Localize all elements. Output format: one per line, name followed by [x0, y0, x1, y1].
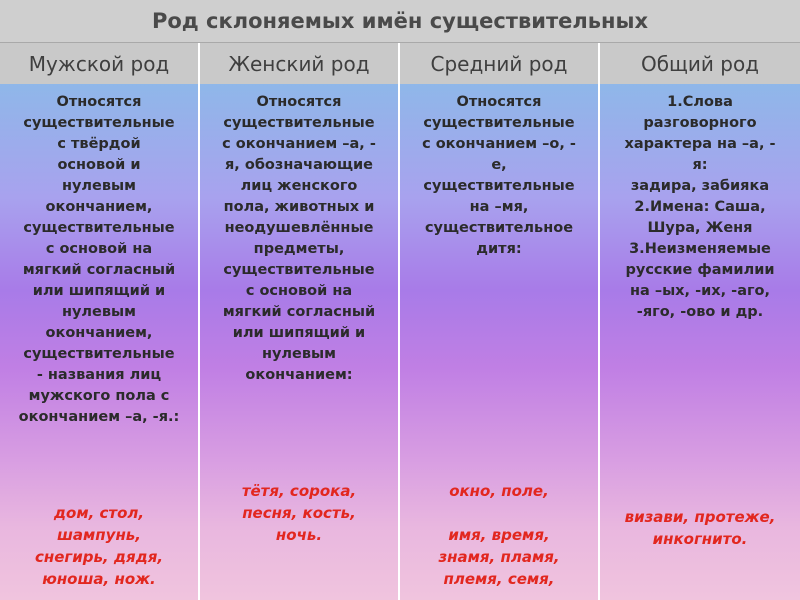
neuter-description-line: с окончанием –о, - [422, 136, 576, 152]
column-feminine [200, 84, 400, 600]
feminine-description-line: я, обозначающие [224, 157, 373, 173]
feminine-description-line: мягкий согласный [222, 304, 376, 320]
masculine-description-line: мужского пола с [28, 388, 170, 404]
feminine-examples-line: ночь. [275, 526, 323, 544]
neuter-examples-line: имя, время, [448, 526, 550, 544]
feminine-description-line: существительные [223, 115, 375, 131]
masculine-description-line: или шипящий и [32, 283, 166, 299]
feminine-description [200, 92, 398, 386]
common-description-line: задира, забияка [630, 178, 770, 194]
neuter-examples-line: знамя, пламя, [438, 548, 560, 566]
feminine-description-line: лиц женского [240, 178, 358, 194]
common-examples-line: визави, протеже, [624, 508, 776, 526]
feminine-examples-line: песня, кость, [242, 504, 356, 522]
masculine-description-line: Относятся [56, 94, 142, 110]
feminine-examples [200, 480, 398, 546]
masculine-description-line: окончанием, [45, 325, 153, 341]
masculine-description-line: существительные [23, 346, 175, 362]
masculine-examples-line: шампунь, [56, 526, 141, 544]
common-description [600, 92, 800, 323]
common-description-line: Шура, Женя [647, 220, 753, 236]
feminine-description-line: с основой на [245, 283, 353, 299]
column-masculine [0, 84, 200, 600]
masculine-examples-line: юноша, нож. [42, 570, 156, 588]
masculine-description-line: нулевым [61, 304, 137, 320]
table-header-row [0, 43, 800, 84]
feminine-description-line: или шипящий и [232, 325, 366, 341]
common-description-line: 3.Неизменяемые [629, 241, 771, 257]
common-description-line: русские фамилии [625, 262, 775, 278]
neuter-description-line: дитя: [476, 241, 522, 257]
neuter-description-line: существительные [423, 178, 575, 194]
feminine-description-line: с окончанием –а, - [222, 136, 376, 152]
feminine-description-line: предметы, [253, 241, 345, 257]
common-description-line: характера на –а, - [624, 136, 776, 152]
masculine-examples-line: дом, стол, [53, 504, 145, 522]
table-body-row [0, 84, 800, 600]
neuter-examples-line: окно, поле, [449, 482, 549, 500]
neuter-examples [400, 480, 598, 590]
feminine-examples-line: тётя, сорока, [241, 482, 357, 500]
masculine-description-line: с твёрдой [57, 136, 141, 152]
feminine-description-line: неодушевлённые [224, 220, 374, 236]
masculine-description-line: окончанием, [45, 199, 153, 215]
masculine-description-line: с основой на [45, 241, 153, 257]
masculine-description-line: - названия лиц [36, 367, 162, 383]
common-description-line: 2.Имена: Саша, [634, 199, 766, 215]
masculine-examples [0, 502, 198, 590]
neuter-examples-line: племя, семя, [443, 570, 555, 588]
masculine-description-line: нулевым [61, 178, 137, 194]
column-neuter [400, 84, 600, 600]
common-description-line: я: [692, 157, 708, 173]
common-examples [600, 506, 800, 550]
masculine-description-line: окончанием –а, -я.: [18, 409, 180, 425]
common-description-line: 1.Слова [667, 94, 733, 110]
masculine-description-line: существительные [23, 115, 175, 131]
feminine-description-line: окончанием: [245, 367, 353, 383]
masculine-description-line: мягкий согласный [22, 262, 176, 278]
masculine-description [0, 92, 198, 428]
common-examples-line: инкогнито. [652, 530, 748, 548]
neuter-description [400, 92, 598, 260]
column-common [600, 84, 800, 600]
neuter-description-line: е, [491, 157, 507, 173]
header-neuter: Средний род [400, 43, 600, 84]
common-description-line: разговорного [643, 115, 757, 131]
neuter-description-line: существительные [423, 115, 575, 131]
neuter-examples-line [400, 502, 598, 524]
feminine-description-line: нулевым [261, 346, 337, 362]
neuter-description-line: Относятся [456, 94, 542, 110]
masculine-examples-line: снегирь, дядя, [34, 548, 164, 566]
neuter-description-line: на –мя, [469, 199, 529, 215]
neuter-description-line: существительное [424, 220, 574, 236]
feminine-description-line: Относятся [256, 94, 342, 110]
header-masculine: Мужской род [0, 43, 200, 84]
header-common: Общий род [640, 51, 760, 76]
common-description-line: на –ых, -их, -аго, [629, 283, 771, 299]
common-description-line: -яго, -ово и др. [636, 304, 764, 320]
feminine-description-line: существительные [223, 262, 375, 278]
masculine-description-line: существительные [23, 220, 175, 236]
table-title: Род склоняемых имён существительных [0, 0, 800, 43]
masculine-description-line: основой и [57, 157, 141, 173]
header-feminine: Женский род [200, 43, 400, 84]
feminine-description-line: пола, животных и [223, 199, 375, 215]
